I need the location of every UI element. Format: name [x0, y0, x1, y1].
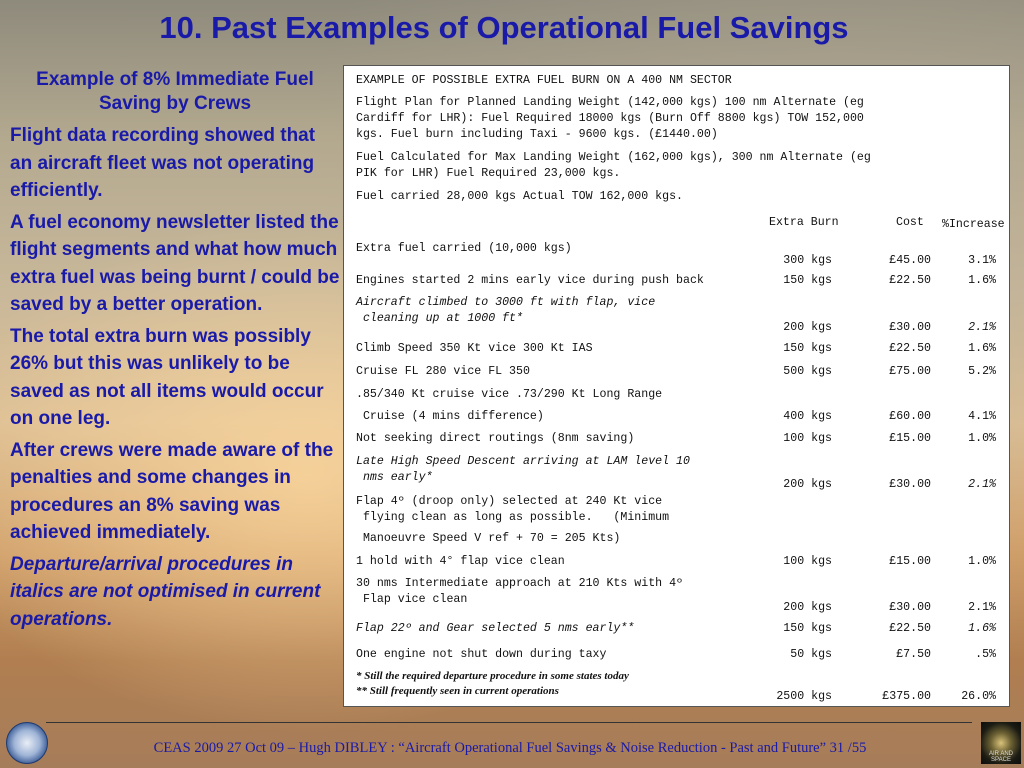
flight-plan-line-3: kgs. Fuel burn including Taxi - 9600 kgs. (£1440.00)	[356, 128, 718, 141]
col-header-pct-increase: %Increase	[942, 218, 1005, 231]
paragraph-italics-note: Departure/arrival procedures in italics are not optimised in current operations.	[10, 553, 321, 630]
row-pct: 2.1%	[968, 321, 996, 334]
row-extra-burn: 150 kgs	[783, 274, 832, 287]
flight-plan-line-2: Cardiff for LHR): Fuel Required 18000 kgs (Burn Off 8800 kgs) TOW 152,000	[356, 112, 864, 125]
row-pct: 3.1%	[968, 254, 996, 267]
row-label-cont: Flap vice clean	[356, 593, 468, 606]
row-cost: £30.00	[889, 321, 931, 334]
row-extra-burn: 50 kgs	[790, 648, 832, 661]
row-cost: £22.50	[889, 342, 931, 355]
row-pct: .5%	[975, 648, 996, 661]
row-label: Flap 22º and Gear selected 5 nms early**	[356, 622, 635, 635]
footer-divider	[46, 722, 972, 723]
row-label: Manoeuvre Speed V ref + 70 = 205 Kts)	[356, 532, 621, 545]
row-label: Engines started 2 mins early vice during push back	[356, 274, 704, 287]
row-label: Extra fuel carried (10,000 kgs)	[356, 242, 572, 255]
row-label: Climb Speed 350 Kt vice 300 Kt IAS	[356, 342, 593, 355]
row-pct: 1.0%	[968, 555, 996, 568]
row-cost: £45.00	[889, 254, 931, 267]
paragraph-fdr: Flight data recording showed that an aircraft fleet was not operating efficiently.	[10, 125, 316, 201]
row-extra-burn: 150 kgs	[783, 622, 832, 635]
air-and-space-logo-icon	[981, 722, 1021, 764]
flight-plan-line-1: Flight Plan for Planned Landing Weight (142,000 kgs) 100 nm Alternate (eg	[356, 96, 864, 109]
row-label-cont: cleaning up at 1000 ft*	[356, 312, 523, 325]
row-pct: 2.1%	[968, 478, 996, 491]
row-cost: £60.00	[889, 410, 931, 423]
paragraph-total-burn: The total extra burn was possibly 26% but this was unlikely to be saved as not all items would occur on one leg.	[10, 325, 324, 429]
row-cost: £30.00	[889, 601, 931, 614]
row-label: .85/340 Kt cruise vice .73/290 Kt Long Range	[356, 388, 663, 401]
slide-title: 10. Past Examples of Operational Fuel Savings	[159, 10, 849, 45]
row-label: One engine not shut down during taxy	[356, 648, 607, 661]
paragraph-newsletter: A fuel economy newsletter listed the flight segments and what how much extra fuel was being burnt / could be saved by a better operation.	[10, 211, 340, 315]
row-extra-burn: 100 kgs	[783, 555, 832, 568]
left-text-column	[10, 68, 340, 637]
row-pct: 1.0%	[968, 432, 996, 445]
row-label: Flap 4º (droop only) selected at 240 Kt vice	[356, 495, 663, 508]
row-pct: 1.6%	[968, 622, 996, 635]
col-header-extra-burn: Extra Burn	[769, 216, 839, 229]
row-cost: £75.00	[889, 365, 931, 378]
subheading: Example of 8% Immediate Fuel Saving by Crews	[36, 69, 314, 114]
row-label-cont: flying clean as long as possible. (Minimum	[356, 511, 670, 524]
row-extra-burn: 300 kgs	[783, 254, 832, 267]
row-pct: 2.1%	[968, 601, 996, 614]
row-label: Cruise (4 mins difference)	[356, 410, 544, 423]
row-extra-burn: 200 kgs	[783, 321, 832, 334]
total-extra-burn: 2500 kgs	[776, 690, 832, 703]
row-cost: £15.00	[889, 555, 931, 568]
row-extra-burn: 200 kgs	[783, 601, 832, 614]
row-cost: £22.50	[889, 622, 931, 635]
row-cost: £22.50	[889, 274, 931, 287]
row-extra-burn: 400 kgs	[783, 410, 832, 423]
row-cost: £15.00	[889, 432, 931, 445]
row-pct: 1.6%	[968, 342, 996, 355]
row-extra-burn: 200 kgs	[783, 478, 832, 491]
paragraph-crew-awareness: After crews were made aware of the penalties and some changes in procedures an 8% saving was achieved immediately.	[10, 439, 334, 543]
footer-text: CEAS 2009 27 Oct 09 – Hugh DIBLEY : “Aircraft Operational Fuel Savings & Noise Reduction - Past and Future” 31 /55	[153, 740, 867, 756]
air-and-space-logo-text: AIR AND SPACE	[988, 751, 1013, 763]
row-label: Late High Speed Descent arriving at LAM level 10	[356, 455, 690, 468]
row-cost: £7.50	[896, 648, 931, 661]
panel-heading: EXAMPLE OF POSSIBLE EXTRA FUEL BURN ON A 400 NM SECTOR	[356, 74, 732, 87]
col-header-cost: Cost	[896, 216, 924, 229]
row-pct: 1.6%	[968, 274, 996, 287]
row-label-cont: nms early*	[356, 471, 433, 484]
row-pct: 5.2%	[968, 365, 996, 378]
footnote-double-star: ** Still frequently seen in current operations	[356, 685, 559, 697]
row-pct: 4.1%	[968, 410, 996, 423]
row-extra-burn: 500 kgs	[783, 365, 832, 378]
total-cost: £375.00	[882, 690, 931, 703]
row-label: Aircraft climbed to 3000 ft with flap, vice	[356, 296, 656, 309]
row-label: 30 nms Intermediate approach at 210 Kts with 4º	[356, 577, 683, 590]
row-extra-burn: 150 kgs	[783, 342, 832, 355]
footnote-single-star: * Still the required departure procedure in some states today	[356, 670, 629, 682]
row-label: 1 hold with 4° flap vice clean	[356, 555, 565, 568]
row-label: Cruise FL 280 vice FL 350	[356, 365, 530, 378]
fuel-burn-table-panel	[343, 65, 1010, 707]
fuel-carried-line: Fuel carried 28,000 kgs Actual TOW 162,000 kgs.	[356, 190, 683, 203]
fuel-calc-line-2: PIK for LHR) Fuel Required 23,000 kgs.	[356, 167, 621, 180]
ceas-logo-icon	[6, 722, 48, 764]
row-label: Not seeking direct routings (8nm saving)	[356, 432, 635, 445]
fuel-calc-line-1: Fuel Calculated for Max Landing Weight (162,000 kgs), 300 nm Alternate (eg	[356, 151, 871, 164]
row-cost: £30.00	[889, 478, 931, 491]
total-pct: 26.0%	[961, 690, 996, 703]
row-extra-burn: 100 kgs	[783, 432, 832, 445]
